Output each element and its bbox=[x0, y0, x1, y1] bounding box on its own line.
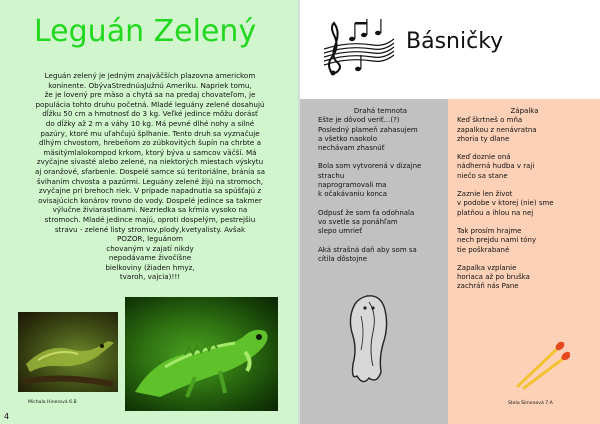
poem-line: nech prejdu nami tóny bbox=[457, 236, 537, 245]
iguana-photo-large bbox=[125, 297, 278, 411]
poem-line: nádherná hudba v raji bbox=[457, 162, 535, 171]
poem-line: Zaznie len život bbox=[457, 190, 513, 199]
poem-line: horiaca až po bruška bbox=[457, 273, 530, 282]
article-line: zvyčajne sivasté alebo zelené, na niektorých miestach výskytu bbox=[36, 157, 264, 167]
article-line: pazúry, ktoré mu uľahčujú šplhanie. Tento druh sa vyznačuje bbox=[40, 128, 260, 138]
poem-line: v podobe v ktorej (nie) sme bbox=[457, 199, 554, 208]
article-line: stromoch. Mladé jedince majú, oproti dospelým, pestrejšiu bbox=[44, 214, 256, 224]
article-line: dlhým chvostom, hrebeňom zo zúbkovitých šupín na chrbte a bbox=[38, 138, 261, 148]
article-title: Leguán Zelený bbox=[34, 14, 257, 49]
article-line: dĺžku 50 cm a hmotnosť do 3 kg. Veľké jedince môžu dorásť bbox=[42, 109, 258, 119]
article-line: do dĺžky až 2 m a váhy 10 kg. Má pevné dlhé nohy a silné bbox=[45, 118, 255, 128]
article-line: koninente. ObývaStrednúaJužnú Ameriku. Napriek tomu, bbox=[48, 80, 252, 90]
poem-line: zapalkou z nenávratna bbox=[457, 125, 537, 134]
poem-stanza bbox=[457, 116, 592, 144]
article-body bbox=[20, 71, 280, 282]
right-author-credit: Stela Šimonová 7.A bbox=[508, 401, 553, 406]
article-line: chovaným v zajatí nikdy bbox=[106, 243, 194, 253]
poem-line: vo svetle sa ponáhľam bbox=[318, 217, 398, 226]
article-line: nepodávame živočíšne bbox=[108, 253, 192, 263]
article-line: mäsitýmlalokompod krkom, ktorý býva u samcov väčší. Má bbox=[43, 147, 257, 157]
ghost-icon bbox=[343, 292, 395, 388]
music-notes-icon bbox=[318, 17, 396, 77]
article-line: POZOR, leguánom bbox=[116, 234, 184, 244]
poem-stanza bbox=[318, 116, 443, 153]
poem-line: zachráň nás Pane bbox=[457, 282, 519, 291]
poem-line: strachu bbox=[318, 171, 345, 180]
poem-stanza bbox=[318, 209, 443, 237]
poem-stanza bbox=[457, 264, 592, 292]
poem-line: Ešte je dôvod veriť...(?) bbox=[318, 116, 400, 125]
poem-line: niečo sa stane bbox=[457, 171, 508, 180]
iguana-photo-small bbox=[18, 312, 118, 392]
poem-line: Posledný plameň zahasujem bbox=[318, 125, 418, 134]
poem-line: Odpusť že som ťa odohnala bbox=[318, 208, 415, 217]
poem-line: zhoria ty dlane bbox=[457, 134, 510, 143]
poem-line: k očakávaniu konca bbox=[318, 190, 388, 199]
poem-stanza bbox=[318, 162, 443, 199]
article-line: ovisajúcich konárov rovno do vody. Dospelé jedince sa takmer bbox=[38, 195, 262, 205]
poem-stanza bbox=[457, 153, 592, 181]
article-line: bielkoviny (žiaden hmyz, bbox=[105, 262, 195, 272]
poem-drahá-temnota bbox=[318, 107, 443, 264]
poem-stanza bbox=[318, 246, 443, 265]
poem-line: Keď doznie oná bbox=[457, 153, 511, 162]
article-line: populácia tohto druhu početná. Mladé leguány zelené dosahujú bbox=[35, 99, 265, 109]
matches-icon bbox=[514, 338, 570, 390]
article-line: Leguán zelený je jedným znajväčších plazovna americkom bbox=[44, 71, 256, 80]
poem-stanza bbox=[457, 227, 592, 255]
article-line: stravu - zelené listy stromov,plody,kvetyalisty. Avšak bbox=[54, 224, 246, 234]
article-line: švihaním chvosta a pazúrmi. Leguány zelené žijú na stromoch, bbox=[36, 176, 264, 186]
poem-line: Keď škrtneš o mňa bbox=[457, 116, 523, 125]
article-line: tvaroh, vajcia)!!! bbox=[119, 272, 181, 282]
poem-line: platňou a ihlou na nej bbox=[457, 208, 534, 217]
poem-line: Bola som vytvorená v dizajne bbox=[318, 162, 422, 171]
article-line: aj oranžové, sfarbenie. Dospelé samce sú teritoriálne, bránia sa bbox=[35, 166, 265, 176]
poem-title: Drahá temnota bbox=[353, 107, 408, 115]
page-number-left: 4 bbox=[4, 412, 10, 421]
poem-zápalka bbox=[457, 107, 592, 292]
poem-line: nechávam zhasnúť bbox=[318, 144, 385, 153]
poem-line: tie poškrabané bbox=[457, 245, 510, 254]
poem-stanza bbox=[457, 190, 592, 218]
poem-line: slepo umrieť bbox=[318, 227, 362, 236]
poem-line: a všetko naokolo bbox=[318, 134, 377, 143]
poem-title: Zápalka bbox=[510, 107, 539, 115]
left-author-credit: Michala Hinerová 6.B bbox=[28, 400, 77, 405]
poem-line: Zapalka vzplanie bbox=[457, 263, 517, 272]
article-line: že je lovený pre mäso a chytá sa na predaj chovateľom, je bbox=[44, 90, 256, 100]
article-line: výlučne živiarastlinami. Nezriedka sa kŕmia vysoko na bbox=[52, 205, 248, 215]
poem-line: naprogramovali ma bbox=[318, 181, 387, 190]
poem-line: Aká strašná daň aby som sa bbox=[318, 245, 417, 254]
poems-section-title: Básničky bbox=[406, 29, 504, 54]
article-line: zvyčajne pri brehoch riek. V prípade napadnutia sa spúšťajú z bbox=[38, 186, 262, 196]
poem-line: Tak prosím hrajme bbox=[457, 226, 522, 235]
poem-line: cítila dôstojne bbox=[318, 254, 368, 263]
